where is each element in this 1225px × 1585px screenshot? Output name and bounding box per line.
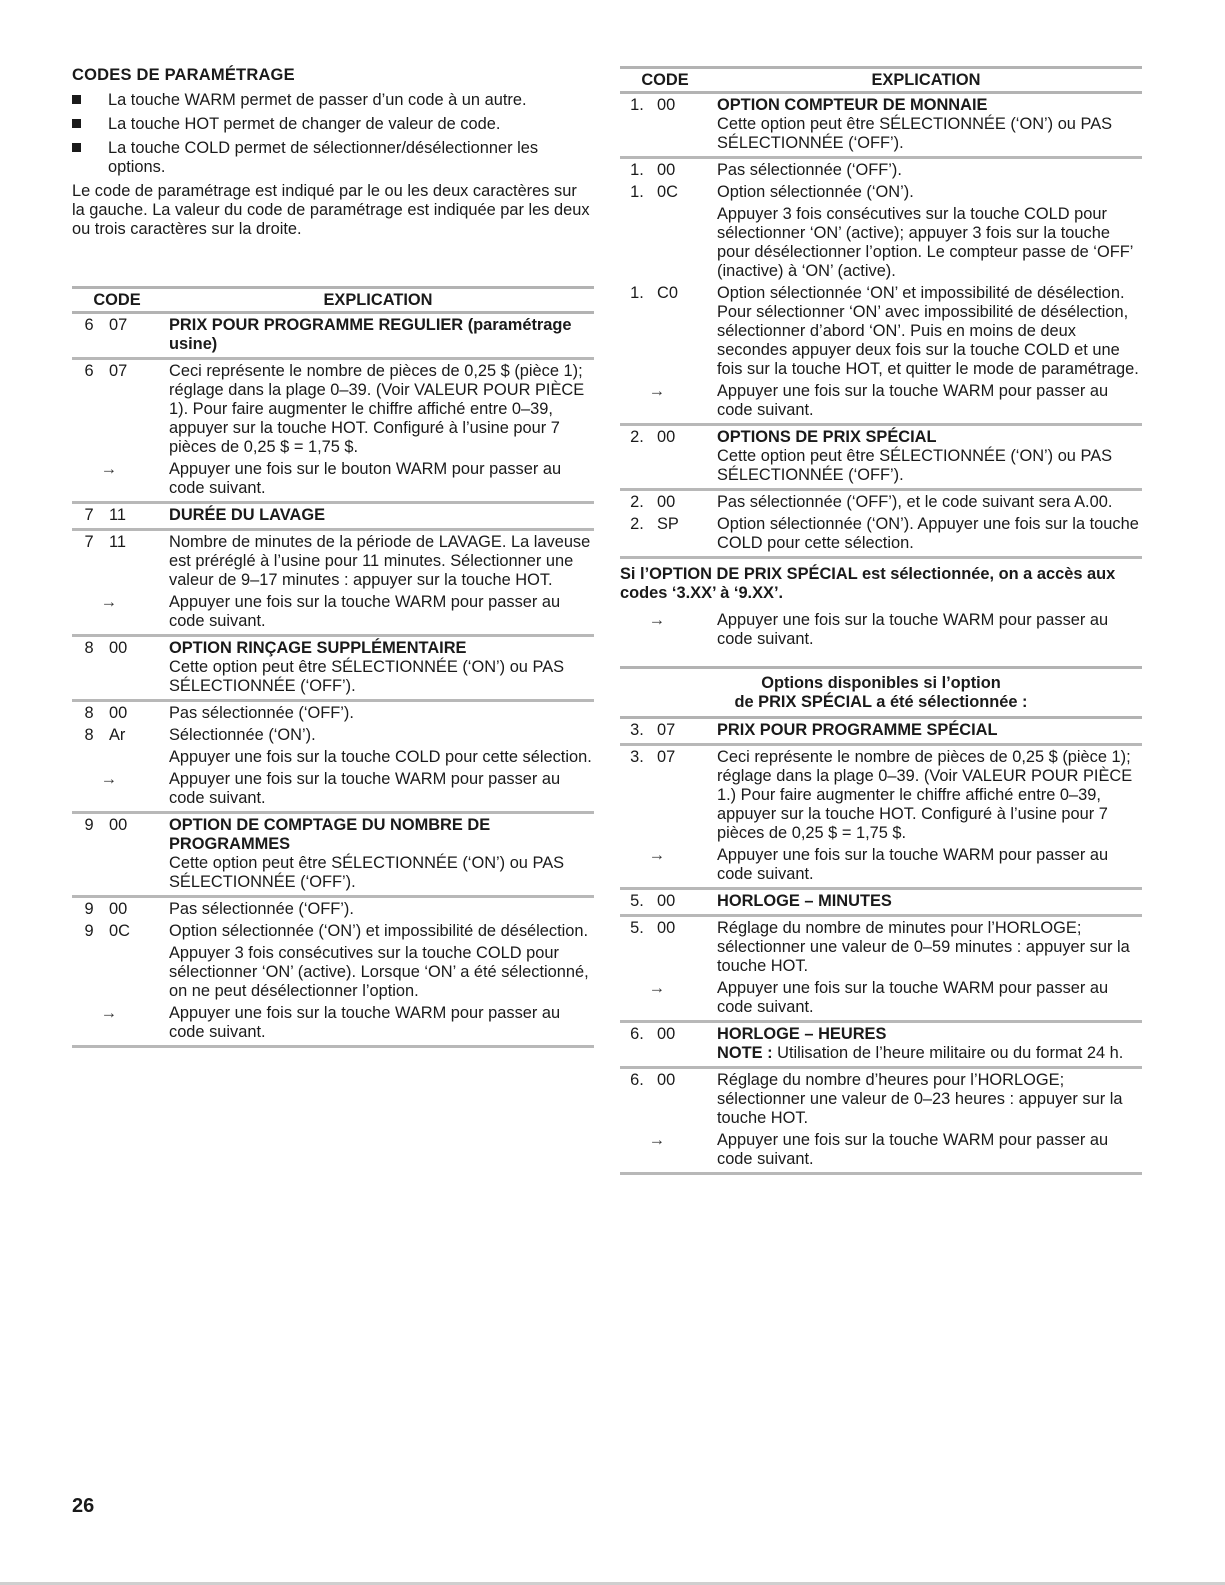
row-text: [691, 183, 1142, 202]
row-text: [691, 1071, 1142, 1128]
code-digit: 5.: [630, 919, 644, 937]
row-title: OPTION DE COMPTAGE DU NOMBRE DE PROGRAMMES: [169, 816, 491, 853]
code-digit: 3.: [630, 721, 644, 739]
row-text: [691, 721, 1142, 740]
table-row: [620, 180, 1142, 202]
table-body: [72, 314, 594, 1048]
header-code: CODE: [641, 71, 689, 89]
code-digit: 5.: [630, 892, 644, 910]
arrow-icon: →: [100, 593, 118, 611]
code-value: 00: [657, 96, 676, 114]
table-body: [620, 94, 1142, 559]
table-row: [72, 362, 594, 457]
table-row: [72, 941, 594, 1001]
table-row: [72, 506, 594, 525]
row-description: Option sélectionnée (‘ON’).: [717, 183, 914, 201]
row-text: [691, 1131, 1142, 1169]
square-bullet-icon: [72, 95, 81, 104]
row-text: [143, 593, 594, 631]
row-description: Ceci représente le nombre de pièces de 0,25 $ (pièce 1); réglage dans la plage 0–39. (Voir VALEUR POUR PIÈCE 1.) Pour faire augmenter le chiffre affiché entre 0–39, appuyer sur la touche HOT. Configuré à l’usine pour 7 pièces de 0,25 $ = 1,75 $.: [717, 748, 1133, 842]
code-digit: 9: [84, 816, 94, 834]
table-row: [620, 1071, 1142, 1128]
row-text: [691, 515, 1142, 553]
code-digit: 1.: [630, 161, 644, 179]
table-row: [620, 161, 1142, 180]
row-description: Pas sélectionnée (‘OFF’).: [169, 704, 354, 722]
table-row-group: [620, 719, 1142, 746]
table-row: [72, 767, 594, 808]
table-row: [72, 900, 594, 919]
table-row: [72, 457, 594, 498]
table-body: [620, 719, 1142, 1175]
table-row-group: [72, 814, 594, 898]
table-row-group: [620, 917, 1142, 1023]
code-digit: 9: [84, 900, 94, 918]
list-item: La touche WARM permet de passer d’un code à un autre.: [72, 91, 594, 110]
table-row: [620, 919, 1142, 976]
code-value: 00: [657, 161, 676, 179]
list-item: La touche HOT permet de changer de valeur de code.: [72, 115, 594, 134]
code-value: 0C: [109, 922, 130, 940]
row-title: OPTION COMPTEUR DE MONNAIE: [717, 96, 988, 114]
row-text: [691, 428, 1142, 485]
bullet-list: [72, 91, 594, 177]
code-value: 00: [657, 892, 676, 910]
code-digit: 9: [84, 922, 94, 940]
square-bullet-icon: [72, 119, 81, 128]
table-row-group: [620, 746, 1142, 890]
row-description: Appuyer une fois sur la touche WARM pour passer au code suivant.: [169, 770, 561, 807]
left-column: [72, 66, 594, 1048]
row-description: Sélectionnée (‘ON’).: [169, 726, 316, 744]
code-digit: 6: [84, 316, 94, 334]
table-row: [620, 428, 1142, 485]
row-text: [143, 533, 594, 590]
row-description: Appuyer une fois sur la touche WARM pour passer au code suivant.: [717, 979, 1109, 1016]
table-header: [620, 66, 1142, 94]
options-heading: Options disponibles si l’option de PRIX SPÉCIAL a été sélectionnée :: [620, 666, 1142, 719]
code-digit: 2.: [630, 428, 644, 446]
note-label: NOTE :: [717, 1044, 773, 1062]
code-value: 11: [109, 533, 127, 551]
code-table-right: [620, 66, 1142, 559]
row-description: Appuyer une fois sur la touche WARM pour passer au code suivant.: [169, 1004, 561, 1041]
code-digit: 2.: [630, 515, 644, 533]
row-description: Option sélectionnée ‘ON’ et impossibilité de désélection. Pour sélectionner ‘ON’ avec impossibilité de désélection, sélectionner d’abord ‘ON’. Puis en moins de deux secondes appuyer deux fois sur la touche COLD et une fois sur la touche HOT, et quitter le mode de paramétrage.: [717, 284, 1139, 378]
row-text: [143, 900, 594, 919]
table-row: [620, 379, 1142, 420]
row-text: [691, 919, 1142, 976]
table-row-group: [72, 314, 594, 360]
arrow-icon: →: [648, 382, 666, 400]
code-value: 11: [109, 506, 127, 524]
row-title: OPTION RINÇAGE SUPPLÉMENTAIRE: [169, 639, 467, 657]
table-row: [620, 976, 1142, 1017]
row-text: [143, 748, 594, 767]
row-text: [691, 979, 1142, 1017]
code-value: 00: [109, 900, 128, 918]
row-description: Pas sélectionnée (‘OFF’), et le code suivant sera A.00.: [717, 493, 1113, 511]
row-subtext: Cette option peut être SÉLECTIONNÉE (‘ON’) ou PAS SÉLECTIONNÉE (‘OFF’).: [169, 658, 565, 695]
row-text: [143, 316, 594, 354]
row-text: [143, 816, 594, 892]
code-value: C0: [657, 284, 678, 302]
row-text: [143, 944, 594, 1001]
code-value: 00: [109, 639, 128, 657]
table-row-group: [620, 426, 1142, 491]
code-value: Ar: [109, 726, 126, 744]
row-text: [143, 1004, 594, 1042]
code-value: 07: [109, 316, 128, 334]
code-value: 07: [109, 362, 128, 380]
row-text: [691, 748, 1142, 843]
row-description: Option sélectionnée (‘ON’). Appuyer une fois sur la touche COLD pour cette sélection.: [717, 515, 1139, 552]
table-row-group: [620, 1023, 1142, 1069]
row-description: Appuyer une fois sur la touche WARM pour passer au code suivant.: [717, 1131, 1109, 1168]
code-value: 00: [657, 1071, 676, 1089]
code-value: [106, 748, 143, 767]
arrow-icon: →: [648, 846, 666, 864]
arrow-icon: →: [100, 770, 118, 788]
row-description: Appuyer une fois sur la touche WARM pour passer au code suivant.: [717, 382, 1109, 419]
row-text: [143, 770, 594, 808]
row-text: [691, 892, 1142, 911]
row-subtext: Cette option peut être SÉLECTIONNÉE (‘ON’) ou PAS SÉLECTIONNÉE (‘OFF’).: [717, 115, 1113, 152]
arrow-icon: →: [648, 611, 666, 629]
row-title: PRIX POUR PROGRAMME SPÉCIAL: [717, 721, 998, 739]
row-description: Pas sélectionnée (‘OFF’).: [717, 161, 902, 179]
row-text: [691, 1025, 1142, 1063]
row-title: HORLOGE – MINUTES: [717, 892, 892, 910]
code-digit: [620, 205, 654, 281]
table-row-group: [72, 531, 594, 637]
code-value: [106, 944, 143, 1001]
row-description: Appuyer une fois sur la touche COLD pour cette sélection.: [169, 748, 592, 766]
table-row: [620, 493, 1142, 512]
row-title: HORLOGE – HEURES: [717, 1025, 887, 1043]
code-digit: [72, 944, 106, 1001]
row-text: [691, 493, 1142, 512]
code-value: 07: [657, 748, 676, 766]
row-text: [143, 922, 594, 941]
row-text: [143, 726, 594, 745]
arrow-icon: →: [100, 1004, 118, 1022]
table-row-group: [620, 890, 1142, 917]
table-header: [72, 286, 594, 314]
table-row: [620, 721, 1142, 740]
row-text: [691, 382, 1142, 420]
row-text: [143, 362, 594, 457]
right-column: [620, 66, 1142, 1175]
table-row-group: [72, 504, 594, 531]
row-description: Appuyer une fois sur la touche WARM pour passer au code suivant.: [717, 846, 1109, 883]
row-text: [691, 96, 1142, 153]
code-digit: 7: [84, 533, 94, 551]
row-text: [143, 506, 594, 525]
table-row-group: [72, 702, 594, 814]
table-row-group: [72, 637, 594, 702]
row-title: DURÉE DU LAVAGE: [169, 506, 326, 524]
row-text: [691, 284, 1142, 379]
code-digit: 7: [84, 506, 94, 524]
row-description: Nombre de minutes de la période de LAVAGE. La laveuse est préréglé à l’usine pour 11 minutes. Sélectionner une valeur de 9–17 minutes : appuyer sur la touche HOT.: [169, 533, 591, 589]
code-digit: 1.: [630, 284, 644, 302]
code-value: [654, 205, 691, 281]
table-row-group: [72, 360, 594, 504]
row-description: Pas sélectionnée (‘OFF’).: [169, 900, 354, 918]
row-description: Appuyer une fois sur le bouton WARM pour passer au code suivant.: [169, 460, 562, 497]
header-code: CODE: [93, 291, 141, 309]
row-note: [717, 1044, 1142, 1063]
table-row: [72, 1001, 594, 1042]
table-row: [620, 96, 1142, 153]
table-row: [72, 723, 594, 745]
special-price-note: Si l’OPTION DE PRIX SPÉCIAL est sélectionnée, on a accès aux codes ‘3.XX’ à ‘9.XX’.: [620, 565, 1116, 602]
section-title: CODES DE PARAMÉTRAGE: [72, 66, 295, 84]
table-row: [620, 281, 1142, 379]
row-text: [143, 639, 594, 696]
row-title: OPTIONS DE PRIX SPÉCIAL: [717, 428, 937, 446]
code-value: 07: [657, 721, 676, 739]
table-row-group: [620, 491, 1142, 559]
row-text: [691, 205, 1142, 281]
row-title: PRIX POUR PROGRAMME REGULIER (paramétrage usine): [169, 316, 572, 353]
code-table-left: [72, 286, 594, 1048]
table-row-group: [620, 159, 1142, 426]
row-description: Appuyer une fois sur la touche WARM pour passer au code suivant.: [169, 593, 561, 630]
note-text: Utilisation de l’heure militaire ou du format 24 h.: [777, 1044, 1124, 1062]
row-text: [691, 846, 1142, 884]
page-number: 26: [72, 1495, 95, 1517]
table-row: [620, 512, 1142, 553]
table-row: [72, 533, 594, 590]
table-row: [620, 1025, 1142, 1063]
table-row: [620, 748, 1142, 843]
header-explication: EXPLICATION: [323, 291, 433, 309]
table-row: [72, 745, 594, 767]
table-row-group: [72, 898, 594, 1048]
row-subtext: Cette option peut être SÉLECTIONNÉE (‘ON’) ou PAS SÉLECTIONNÉE (‘OFF’).: [169, 854, 565, 891]
arrow-icon: →: [100, 460, 118, 478]
table-row: [72, 704, 594, 723]
row-text: [143, 460, 594, 498]
code-digit: 6.: [630, 1025, 644, 1043]
row-subtext: Cette option peut être SÉLECTIONNÉE (‘ON’) ou PAS SÉLECTIONNÉE (‘OFF’).: [717, 447, 1113, 484]
arrow-icon: →: [648, 979, 666, 997]
code-value: SP: [657, 515, 679, 533]
code-value: 00: [657, 493, 676, 511]
row-description: Ceci représente le nombre de pièces de 0,25 $ (pièce 1); réglage dans la plage 0–39. (Voir VALEUR POUR PIÈCE 1). Pour faire augmenter le chiffre affiché entre 0–39, appuyer sur la touche HOT. Configuré à l’usine pour 7 pièces de 0,25 $ = 1,75 $.: [169, 362, 585, 456]
table-row: [72, 816, 594, 892]
code-value: 00: [657, 919, 676, 937]
list-item: La touche COLD permet de sélectionner/désélectionner les options.: [72, 139, 594, 177]
code-digit: 2.: [630, 493, 644, 511]
table-row: [620, 202, 1142, 281]
row-text: [143, 704, 594, 723]
row-description: Réglage du nombre de minutes pour l’HORLOGE; sélectionner une valeur de 0–59 minutes : appuyer sur la touche HOT.: [717, 919, 1130, 975]
code-digit: 3.: [630, 748, 644, 766]
code-digit: 1.: [630, 183, 644, 201]
table-row: [72, 590, 594, 631]
table-row-group: [620, 1069, 1142, 1175]
table-row: [620, 609, 1142, 654]
table-row: [620, 1128, 1142, 1169]
code-value: 00: [657, 428, 676, 446]
code-digit: 6.: [630, 1071, 644, 1089]
code-digit: 6: [84, 362, 94, 380]
arrow-icon: →: [648, 1131, 666, 1149]
table-row-group: [620, 94, 1142, 159]
square-bullet-icon: [72, 143, 81, 152]
table-row: [72, 316, 594, 354]
code-digit: 8: [84, 726, 94, 744]
code-digit: 8: [84, 704, 94, 722]
intro-paragraph: Le code de paramétrage est indiqué par le ou les deux caractères sur la gauche. La valeur du code de paramétrage est indiquée par les deux ou trois caractères sur la droite.: [72, 182, 590, 238]
code-value: 00: [657, 1025, 676, 1043]
code-digit: [72, 748, 106, 767]
code-value: 00: [109, 704, 128, 722]
row-description: Option sélectionnée (‘ON’) et impossibilité de désélection.: [169, 922, 589, 940]
row-text: [691, 161, 1142, 180]
row-description: Appuyer 3 fois consécutives sur la touche COLD pour sélectionner ‘ON’ (active). Lorsque ‘ON’ a été sélectionné, on ne peut désélectionner l’option.: [169, 944, 589, 1000]
table-row: [72, 639, 594, 696]
code-digit: 8: [84, 639, 94, 657]
row-description: Appuyer 3 fois consécutives sur la touche COLD pour sélectionner ‘ON’ (active); appuyer 3 fois sur la touche pour désélectionner l’option. Le compteur passe de ‘OFF’ (inactive) à ‘ON’ (active).: [717, 205, 1133, 280]
header-explication: EXPLICATION: [871, 71, 981, 89]
table-row: [620, 892, 1142, 911]
code-value: 0C: [657, 183, 678, 201]
table-row: [620, 843, 1142, 884]
row-description: Réglage du nombre d’heures pour l’HORLOGE; sélectionner une valeur de 0–23 heures : appuyer sur la touche HOT.: [717, 1071, 1123, 1127]
row-text: Appuyer une fois sur la touche WARM pour passer au code suivant.: [717, 611, 1109, 648]
table-row: [72, 919, 594, 941]
code-digit: 1.: [630, 96, 644, 114]
code-value: 00: [109, 816, 128, 834]
